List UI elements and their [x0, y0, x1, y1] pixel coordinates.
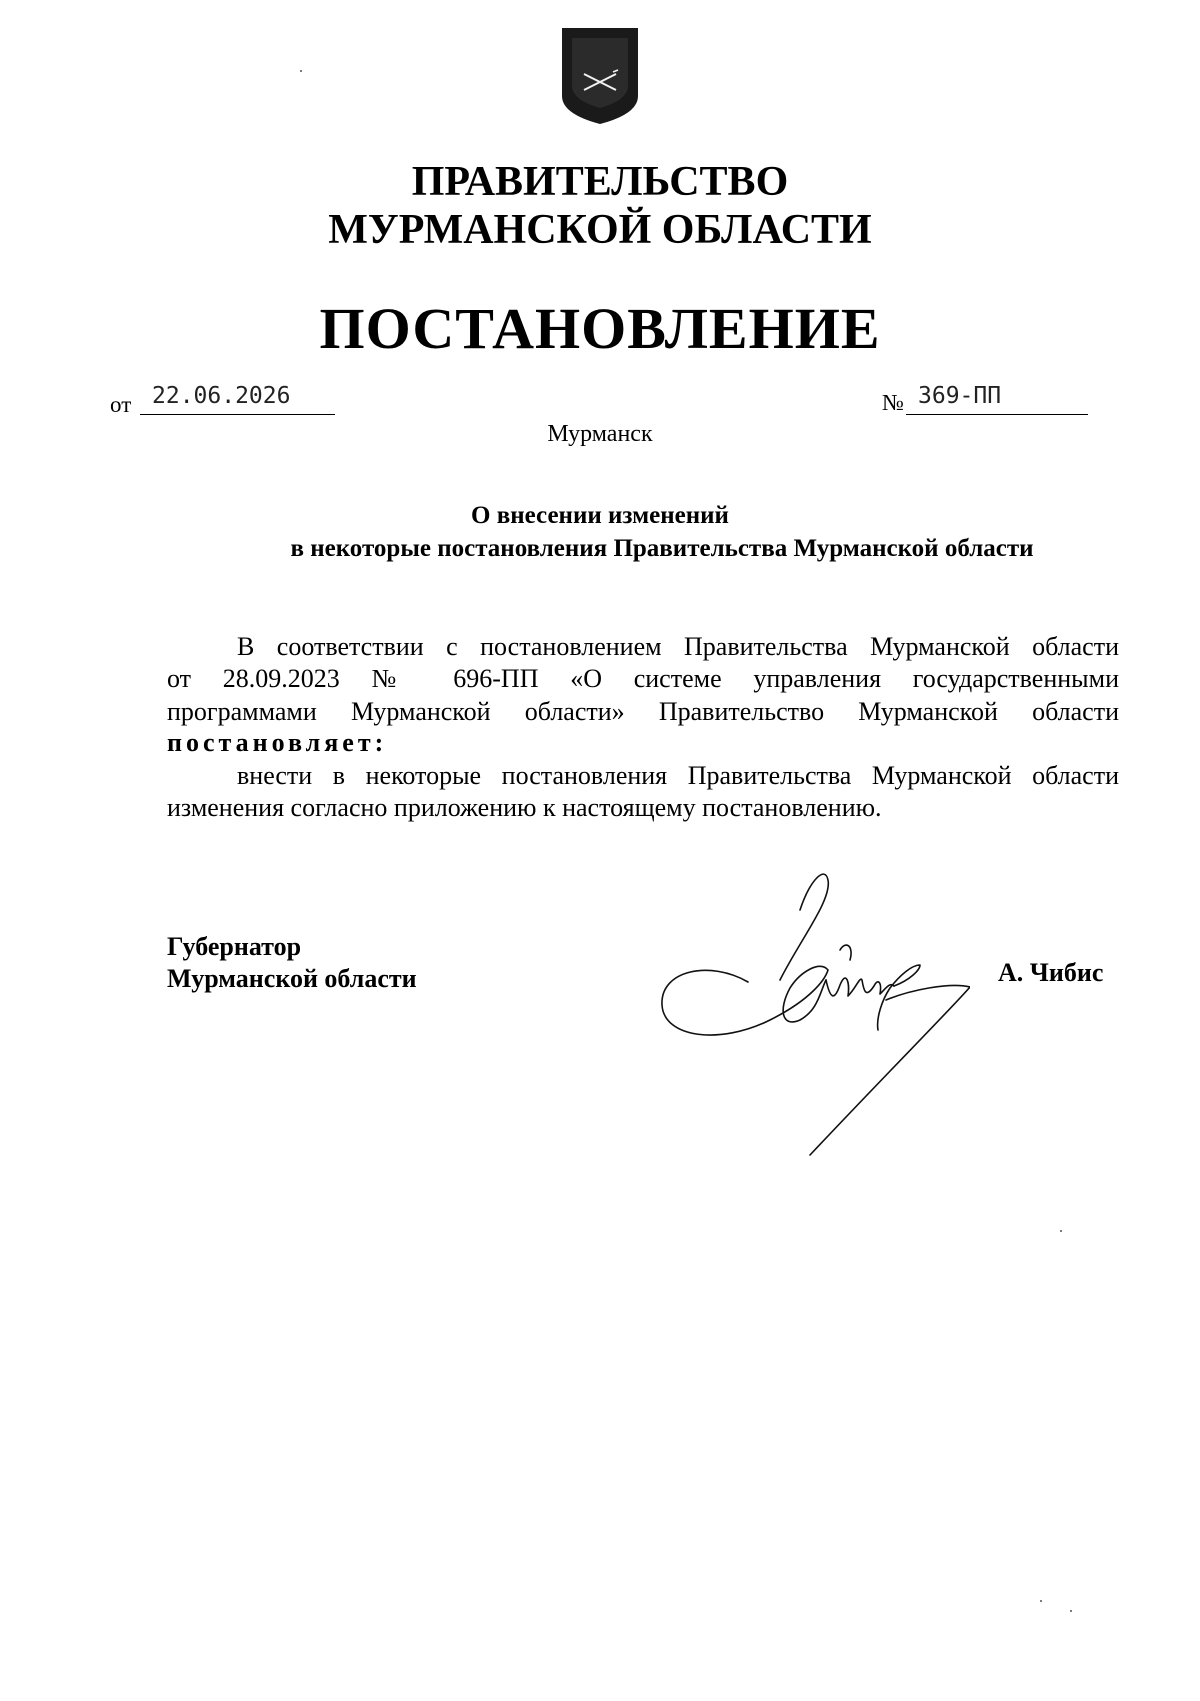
number-prefix: №: [882, 390, 904, 415]
body-paragraph2-line2: изменения согласно приложению к настоящему постановлению.: [167, 793, 882, 822]
body-paragraph1-line1: В соответствии с постановлением Правительства Мурманской области: [237, 632, 1119, 661]
scan-speck: [1070, 1610, 1072, 1612]
body-paragraph1-line2: от 28.09.2023 № 696-ПП «О системе управления государственными: [167, 664, 1119, 693]
organization-name-line1: ПРАВИТЕЛЬСТВО: [411, 159, 789, 205]
city: Мурманск: [547, 421, 653, 447]
signatory-title-line2: Мурманской области: [167, 964, 417, 993]
signatory-name: А. Чибис: [998, 958, 1104, 987]
date-prefix: от: [110, 392, 132, 417]
document-type: ПОСТАНОВЛЕНИЕ: [319, 296, 881, 361]
signatory-title-line1: Губернатор: [167, 932, 302, 961]
scan-speck: [1040, 1600, 1042, 1602]
scan-speck: [300, 70, 302, 72]
scan-speck: [1060, 1230, 1062, 1232]
organization-name-line2: МУРМАНСКОЙ ОБЛАСТИ: [328, 207, 872, 253]
resolution-keyword: постановляет:: [167, 728, 388, 757]
body-paragraph2-line1: внести в некоторые постановления Правительства Мурманской области: [237, 761, 1119, 790]
body-paragraph1-line3: программами Мурманской области» Правительство Мурманской области: [167, 697, 1119, 726]
subject-line1: О внесении изменений: [471, 502, 729, 529]
document-number: 369-ПП: [918, 383, 1002, 409]
document-date: 22.06.2026: [152, 383, 291, 409]
handwritten-signature-icon: [650, 870, 970, 1170]
coat-of-arms-icon: [558, 26, 642, 126]
subject-line2: в некоторые постановления Правительства Мурманской области: [290, 535, 1034, 562]
